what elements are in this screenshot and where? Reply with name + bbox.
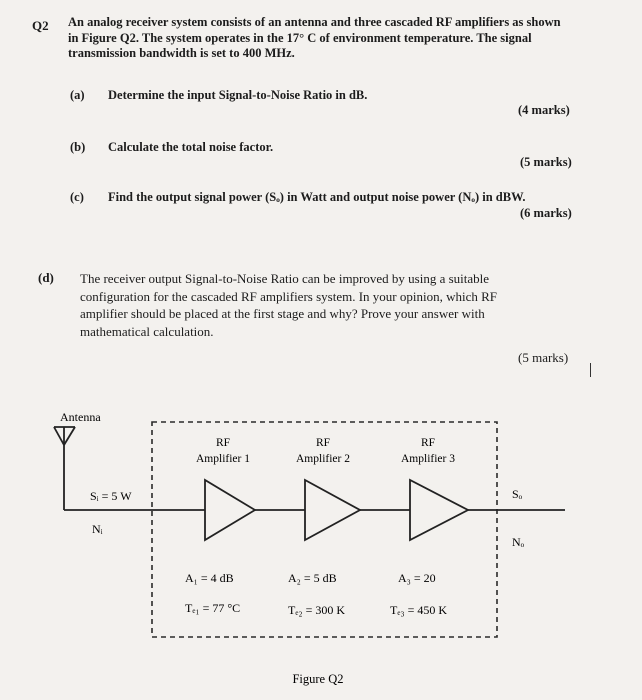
amplifier-1-icon (205, 480, 255, 540)
part-b-marks: (5 marks) (520, 155, 572, 169)
intro-line-2: in Figure Q2. The system operates in the 17° C of environment temperature. The signal (68, 30, 532, 45)
intro-line-1: An analog receiver system consists of an antenna and three cascaded RF amplifiers as shown (68, 15, 561, 29)
part-d-line-2: configuration for the cascaded RF amplifiers system. In your opinion, which RF (80, 288, 498, 304)
part-c-marks: (6 marks) (520, 206, 572, 220)
amp3-temp: Tₑ₃ = 450 K (390, 603, 448, 617)
input-signal-label: Sᵢ = 5 W (90, 489, 132, 503)
amp2-title1: RF (315, 437, 331, 449)
amp1-title1: RF (215, 437, 231, 449)
part-d-line-3: amplifier should be placed at the first stage and why? Prove your answer with (80, 306, 485, 321)
amp3-title1: RF (420, 437, 436, 449)
figure-q2 (0, 400, 642, 700)
amp3-title2: Amplifier 3 (401, 453, 455, 465)
amp1-gain: A₁ = 4 dB (185, 571, 234, 585)
amplifier-3-icon (410, 480, 468, 540)
part-d-marks: (5 marks) (518, 350, 569, 365)
question-intro (68, 15, 628, 62)
part-b-label: (b) (70, 140, 86, 154)
amp1-title2: Amplifier 1 (196, 453, 250, 465)
amp2-temp: Tₑ₂ = 300 K (288, 603, 346, 617)
input-noise-label: Nᵢ (92, 522, 103, 536)
amplifier-2-icon (305, 480, 360, 540)
antenna-label: Antenna (60, 410, 101, 424)
part-a-label: (a) (70, 88, 85, 102)
part-c-label: (c) (70, 190, 84, 204)
output-noise-label: Nₒ (512, 535, 525, 549)
part-d-line-1: The receiver output Signal-to-Noise Ratio can be improved by using a suitable (80, 271, 490, 286)
part-b-text: Calculate the total noise factor. (108, 140, 274, 154)
amp3-gain: A₃ = 20 (398, 571, 436, 585)
part-c-text: Find the output signal power (Sₒ) in Watt and output noise power (Nₒ) in dBW. (108, 190, 526, 204)
part-a-marks: (4 marks) (518, 103, 570, 117)
part-d-label: (d) (38, 270, 54, 285)
part-d-line-4: mathematical calculation. (80, 323, 214, 339)
figure-caption: Figure Q2 (292, 672, 344, 686)
text-cursor (590, 363, 591, 377)
amp2-gain: A₂ = 5 dB (288, 571, 337, 585)
amp1-temp: Tₑ₁ = 77 °C (185, 601, 241, 615)
part-d-text (80, 270, 580, 340)
intro-line-3: transmission bandwidth is set to 400 MHz. (68, 46, 295, 60)
question-number: Q2 (32, 18, 49, 33)
amp2-title2: Amplifier 2 (296, 453, 350, 465)
output-signal-label: Sₒ (512, 487, 523, 501)
part-a-text: Determine the input Signal-to-Noise Ratio in dB. (108, 88, 368, 102)
